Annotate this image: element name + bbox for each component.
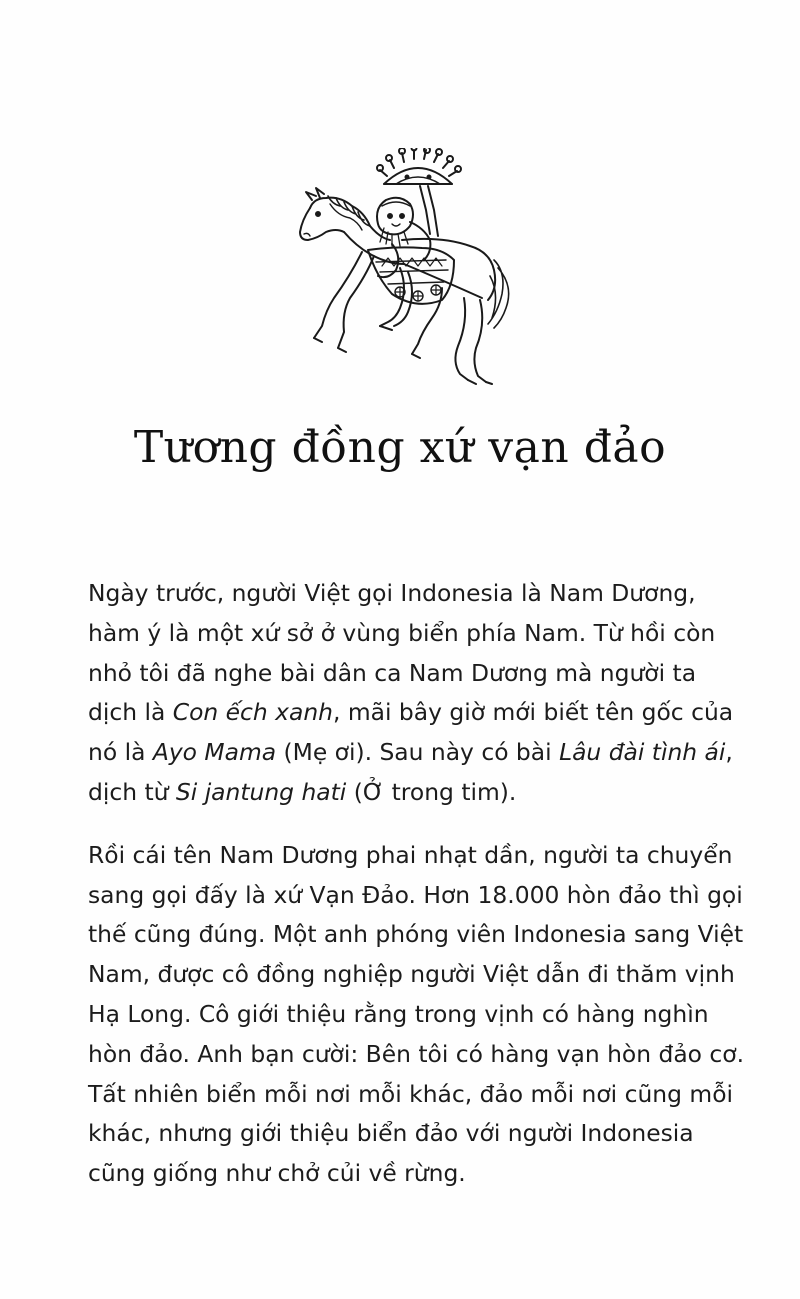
- text-line: [88, 955, 735, 995]
- text-run: khác, nhưng giới thiệu biển đảo với người Indonesia: [88, 1119, 694, 1148]
- text-run: ,: [725, 738, 733, 767]
- text-line: [88, 876, 743, 916]
- text-run: cũng giống như chở củi về rừng.: [88, 1159, 466, 1188]
- paragraph: [88, 836, 745, 1194]
- text-line: [88, 995, 728, 1035]
- text-run: hàm ý là một xứ sở ở vùng biển phía Nam. Từ hồi còn: [88, 618, 716, 647]
- italic-title: Con ếch xanh: [172, 698, 333, 727]
- text-line: [88, 773, 728, 813]
- text-run: hòn đảo. Anh bạn cười: Bên tôi có hàng vạn hòn đảo cơ.: [88, 1039, 745, 1068]
- text-run: (Ở trong tim).: [346, 777, 517, 806]
- text-run: Ngày trước, người Việt gọi Indonesia là Nam Dương,: [88, 579, 696, 607]
- text-run: Nam, được cô đồng nghiệp người Việt dẫn đi thăm vịnh: [88, 960, 735, 989]
- italic-title: Si jantung hati: [175, 777, 347, 806]
- paragraph: [88, 574, 734, 813]
- text-run: nó là: [88, 738, 153, 767]
- text-run: (Mẹ ơi). Sau này có bài: [276, 738, 560, 767]
- text-line: [88, 1075, 734, 1115]
- text-line: [88, 836, 733, 876]
- text-line: [88, 574, 728, 614]
- text-run: thế cũng đúng. Một anh phóng viên Indonesia sang Việt: [88, 920, 744, 949]
- text-run: dịch từ: [88, 777, 176, 806]
- text-run: Tất nhiên biển mỗi nơi mỗi khác, đảo mỗi nơi cũng mỗi: [88, 1079, 734, 1108]
- horse-rider-illustration-icon: [292, 148, 520, 386]
- body-text: [88, 574, 745, 1194]
- text-line: [88, 654, 728, 694]
- text-run: nhỏ tôi đã nghe bài dân ca Nam Dương mà người ta: [88, 658, 697, 687]
- text-line: [88, 733, 733, 773]
- text-run: dịch là: [88, 698, 173, 727]
- chapter-title: Tương đồng xứ vạn đảo: [133, 422, 667, 473]
- sun-icon: [377, 148, 461, 184]
- text-run: , mãi bây giờ mới biết tên gốc của: [332, 698, 734, 727]
- text-line: [88, 614, 728, 654]
- text-run: sang gọi đấy là xứ Vạn Đảo. Hơn 18.000 hòn đảo thì gọi: [88, 880, 743, 909]
- text-line: [88, 693, 734, 733]
- text-run: Hạ Long. Cô giới thiệu rằng trong vịnh có hàng nghìn: [88, 999, 709, 1028]
- text-line: [88, 915, 744, 955]
- text-line: [88, 1114, 728, 1154]
- italic-title: Ayo Mama: [152, 738, 277, 767]
- text-line: [88, 1154, 728, 1194]
- italic-title: Lâu đài tình ái: [559, 738, 726, 767]
- text-run: Rồi cái tên Nam Dương phai nhạt dần, người ta chuyển: [88, 840, 733, 869]
- text-line: [88, 1035, 745, 1075]
